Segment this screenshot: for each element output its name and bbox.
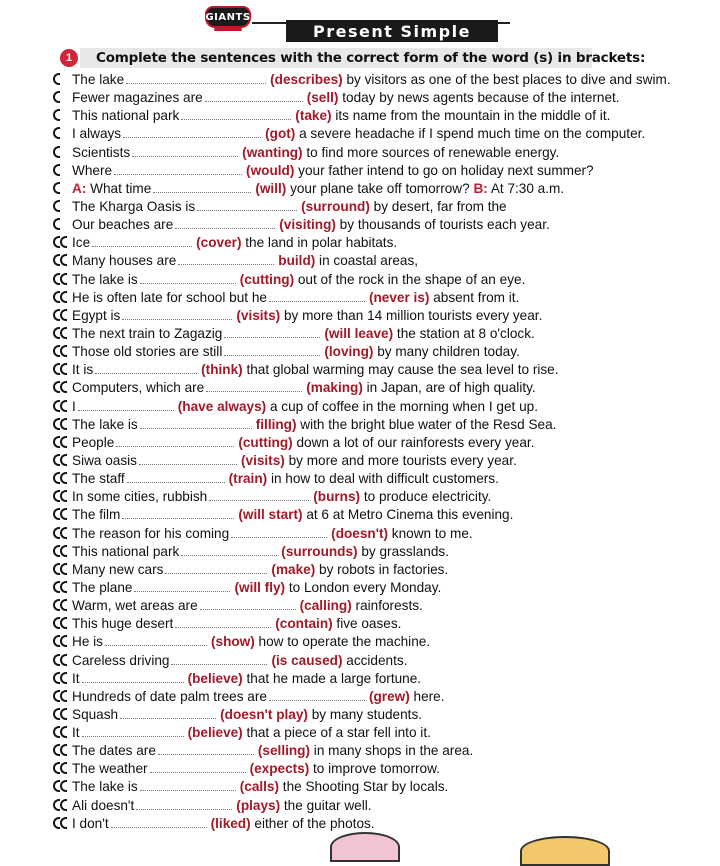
sentence-number-marker-icon — [52, 507, 69, 521]
sentence-number-marker-icon — [52, 526, 69, 540]
sentence-number-marker-icon — [52, 217, 69, 231]
sentence-text-after: the Shooting Star by locals. — [279, 779, 449, 795]
bracket-verb: (grew) — [368, 688, 410, 704]
sentence-text-before: This huge desert — [72, 616, 174, 632]
sentence-row — [52, 198, 712, 216]
bracket-verb: (will) — [255, 180, 287, 196]
bracket-verb: (describes) — [270, 72, 343, 87]
sentence-row — [52, 742, 712, 760]
sentence-row — [52, 398, 712, 416]
sentence-text-before: Where — [72, 162, 113, 178]
sentence-number-marker-icon — [52, 689, 69, 703]
sentence-text-before: It is — [72, 362, 94, 378]
answer-blank[interactable] — [111, 815, 207, 828]
sentence-text-after: in how to deal with difficult customers. — [267, 471, 499, 487]
sentence-text-before: Squash — [72, 706, 119, 722]
bracket-verb: (expects) — [249, 761, 310, 777]
answer-blank[interactable] — [136, 797, 232, 810]
sentence-text-after: by many children today. — [373, 344, 520, 360]
sentence-text-before: The lake is — [72, 271, 138, 287]
sentence-number-marker-icon — [52, 671, 69, 685]
sentence-text-after: that a piece of a star fell into it. — [242, 725, 431, 741]
sentence-text-before: Egypt is — [72, 307, 121, 323]
sentence-text-after: the station at 8 o'clock. — [393, 325, 535, 341]
sentence-text-before: Warm, wet areas are — [72, 598, 198, 614]
sentence-number-marker-icon — [52, 253, 69, 267]
sentence-text-after: known to me. — [388, 525, 473, 541]
answer-blank[interactable] — [205, 89, 303, 102]
sentence-row — [52, 688, 712, 706]
sentence-row — [52, 543, 712, 561]
sentence-text-after: by more and more tourists every year. — [284, 452, 517, 468]
bracket-verb: (think) — [201, 362, 243, 378]
sentence-number-marker-icon — [52, 816, 69, 830]
bracket-verb: (plays) — [236, 797, 281, 813]
bracket-verb: (selling) — [257, 743, 311, 759]
answer-blank[interactable] — [140, 416, 252, 429]
sentence-text-before: I — [72, 398, 76, 414]
sentence-number-marker-icon — [52, 743, 69, 757]
answer-blank[interactable] — [269, 688, 365, 701]
sentence-text-after: five oases. — [332, 616, 402, 632]
sentence-number-marker-icon — [52, 634, 69, 648]
bracket-verb: (cutting) — [238, 434, 293, 450]
bracket-verb: (will leave) — [324, 325, 394, 341]
exercise-instruction: Complete the sentences with the correct form of the word (s) in brackets: — [96, 50, 646, 66]
sentence-number-marker-icon — [52, 779, 69, 793]
bracket-verb: (got) — [265, 126, 296, 142]
sentence-number-marker-icon — [52, 399, 69, 413]
bracket-verb: (train) — [228, 471, 268, 487]
sentence-row — [52, 379, 712, 397]
sentence-number-marker-icon — [52, 653, 69, 667]
answer-blank[interactable] — [123, 125, 261, 138]
sentence-number-marker-icon — [52, 580, 69, 594]
sentence-text-before: I don't — [72, 815, 109, 831]
answer-blank[interactable] — [95, 361, 197, 374]
sentence-number-marker-icon — [52, 272, 69, 286]
sentence-text-before: The plane — [72, 579, 133, 595]
sentence-text-before: Those old stories are still — [72, 344, 223, 360]
bracket-verb: (calls) — [239, 779, 280, 795]
answer-blank[interactable] — [231, 525, 327, 538]
sentence-text-after: accidents. — [342, 652, 408, 668]
sentence-text-after: by robots in factories. — [315, 561, 449, 577]
sentence-number-marker-icon — [52, 290, 69, 304]
bracket-verb: (will start) — [238, 507, 303, 523]
sentence-row — [52, 252, 712, 270]
sentence-text-before: The film — [72, 507, 121, 523]
answer-blank[interactable] — [132, 144, 238, 157]
sentence-text-before: Ice — [72, 235, 91, 251]
answer-blank[interactable] — [116, 434, 234, 447]
sentence-number-marker-icon — [52, 598, 69, 612]
answer-blank[interactable] — [140, 778, 236, 791]
sentence-row — [52, 107, 712, 125]
sentence-number-marker-icon — [52, 707, 69, 721]
bracket-verb: (cover) — [196, 235, 242, 251]
sentence-text-after: at 6 at Metro Cinema this evening. — [302, 507, 514, 523]
bracket-verb: (take) — [295, 108, 332, 124]
sentence-row — [52, 815, 712, 833]
sentence-number-marker-icon — [52, 725, 69, 739]
answer-blank[interactable] — [78, 398, 174, 411]
answer-blank[interactable] — [139, 452, 237, 465]
sentence-number-marker-icon — [52, 181, 69, 195]
answer-blank[interactable] — [122, 307, 232, 320]
sentence-number-marker-icon — [52, 235, 69, 249]
sentence-row — [52, 289, 712, 307]
sentence-row — [52, 162, 712, 180]
sentence-row — [52, 633, 712, 651]
sentence-number-marker-icon — [52, 308, 69, 322]
sentence-row — [52, 361, 712, 379]
sentence-row — [52, 724, 712, 742]
sentence-text-after: the guitar well. — [280, 797, 372, 813]
sentence-text-before: Siwa oasis — [72, 452, 137, 468]
sentence-text-after: here. — [409, 688, 445, 704]
sentence-row — [52, 452, 712, 470]
sentence-list — [52, 71, 712, 833]
sentence-text-before: This national park — [72, 108, 180, 124]
bracket-verb: (believe) — [187, 725, 243, 741]
answer-blank[interactable] — [82, 670, 184, 683]
sentence-text-before: This national park — [72, 543, 180, 559]
sentence-text-before: People — [72, 434, 115, 450]
bracket-verb: (have always) — [177, 398, 267, 414]
bracket-verb: (would) — [246, 162, 295, 178]
sentence-text-after: your plane take off tomorrow? — [286, 180, 474, 196]
answer-blank[interactable] — [134, 579, 230, 592]
sentence-row — [52, 234, 712, 252]
answer-blank[interactable] — [224, 343, 320, 356]
bracket-verb: (sell) — [306, 90, 339, 106]
sentence-number-marker-icon — [52, 544, 69, 558]
sentence-row — [52, 652, 712, 670]
bracket-verb: filling) — [255, 416, 297, 432]
answer-blank[interactable] — [175, 615, 271, 628]
sentence-text-before: The next train to Zagazig — [72, 325, 223, 341]
sentence-number-marker-icon — [52, 199, 69, 213]
bracket-verb: (cutting) — [239, 271, 295, 287]
exercise-number-badge: 1 — [60, 49, 78, 67]
sentence-text-after: your father intend to go on holiday next summer? — [294, 162, 594, 178]
sentence-text-before: It — [72, 725, 80, 741]
sentence-text-after: to London every Monday. — [285, 579, 442, 595]
sentence-text-before: Computers, which are — [72, 380, 205, 396]
answer-blank[interactable] — [92, 234, 192, 247]
sentence-row — [52, 506, 712, 524]
bracket-verb: (make) — [271, 561, 316, 577]
bracket-verb: (doesn't) — [331, 525, 389, 541]
answer-blank[interactable] — [122, 506, 234, 519]
sentence-text-before: The Kharga Oasis is — [72, 198, 196, 214]
sentence-number-marker-icon — [52, 616, 69, 630]
sentence-text-before: Our beaches are — [72, 217, 174, 233]
sentence-number-marker-icon — [52, 126, 69, 140]
sentence-text-after: rainforests. — [351, 598, 423, 614]
sentence-text-end: At 7:30 a.m. — [487, 180, 565, 196]
answer-blank[interactable] — [171, 652, 267, 665]
sentence-text-before: I always — [72, 126, 122, 142]
giants-logo: GIANTS — [205, 6, 251, 28]
sentence-text-before: The lake is — [72, 779, 138, 795]
sentence-number-marker-icon — [52, 145, 69, 159]
sentence-text-before: It — [72, 670, 80, 686]
answer-blank[interactable] — [140, 271, 236, 284]
sentence-text-after: the land in polar habitats. — [241, 235, 398, 251]
sentence-number-marker-icon — [52, 344, 69, 358]
sentence-row — [52, 706, 712, 724]
bracket-verb: (visits) — [236, 307, 281, 323]
bracket-verb: (loving) — [324, 344, 374, 360]
sentence-row — [52, 125, 712, 143]
sentence-row — [52, 561, 712, 579]
sentence-text-before: Many new cars — [72, 561, 164, 577]
worksheet-header — [0, 2, 720, 42]
sentence-text-after: by grasslands. — [357, 543, 450, 559]
answer-blank[interactable] — [127, 470, 225, 483]
sentence-number-marker-icon — [52, 435, 69, 449]
sentence-text-before: Ali doesn't — [72, 797, 135, 813]
answer-blank[interactable] — [175, 216, 275, 229]
sentence-text-after: that he made a large fortune. — [242, 670, 422, 686]
sentence-row — [52, 325, 712, 343]
sentence-row — [52, 71, 712, 89]
sentence-text-after: how to operate the machine. — [254, 634, 431, 650]
sentence-row — [52, 470, 712, 488]
answer-blank[interactable] — [178, 252, 274, 265]
sentence-text-before: Hundreds of date palm trees are — [72, 688, 267, 704]
sentence-text-after: down a lot of our rainforests every year. — [292, 434, 535, 450]
sentence-row — [52, 670, 712, 688]
sentence-number-marker-icon — [52, 798, 69, 812]
bracket-verb: (doesn't play) — [220, 706, 308, 722]
bracket-verb: (burns) — [313, 489, 361, 505]
bracket-verb: (is caused) — [271, 652, 343, 668]
answer-blank[interactable] — [206, 379, 302, 392]
sentence-text-after: to find more sources of renewable energy. — [302, 144, 560, 160]
sentence-text-before: The weather — [72, 761, 148, 777]
answer-blank[interactable] — [200, 597, 296, 610]
sentence-number-marker-icon — [52, 362, 69, 376]
bracket-verb: (wanting) — [242, 144, 303, 160]
sentence-text-before: The lake is — [72, 416, 138, 432]
bracket-verb: (surround) — [301, 198, 370, 214]
answer-blank[interactable] — [165, 561, 267, 574]
sentence-number-marker-icon — [52, 163, 69, 177]
sentence-row — [52, 525, 712, 543]
sentence-text-after: to produce electricity. — [360, 489, 492, 505]
sentence-text-after: with the bright blue water of the Resd Sea. — [296, 416, 557, 432]
answer-blank[interactable] — [269, 289, 365, 302]
sentence-row — [52, 216, 712, 234]
answer-blank[interactable] — [181, 107, 291, 120]
sentence-text-after: by many students. — [307, 706, 423, 722]
answer-blank[interactable] — [224, 325, 320, 338]
logo-stripe-decoration — [214, 28, 242, 31]
sentence-row — [52, 89, 712, 107]
sentence-number-marker-icon — [52, 90, 69, 104]
sentence-row — [52, 778, 712, 796]
answer-blank[interactable] — [209, 488, 309, 501]
sentence-row — [52, 797, 712, 815]
sentence-number-marker-icon — [52, 471, 69, 485]
sentence-text-after: a severe headache if I spend much time on the computer. — [295, 126, 646, 142]
exercise-instruction-row — [56, 48, 656, 70]
sentence-text-after: out of the rock in the shape of an eye. — [294, 271, 526, 287]
sentence-text-after: that global warming may cause the sea level to rise. — [242, 362, 559, 378]
footer-decoration-left — [330, 832, 400, 862]
sentence-row — [52, 343, 712, 361]
sentence-text-after: absent from it. — [429, 289, 520, 305]
sentence-text-after: by thousands of tourists each year. — [335, 217, 550, 233]
page-title: Present Simple — [286, 20, 498, 42]
sentence-text-before: He is — [72, 634, 103, 650]
answer-blank[interactable] — [150, 760, 246, 773]
sentence-text-after: by desert, far from the — [369, 198, 507, 214]
sentence-text-before: Fewer magazines are — [72, 90, 203, 106]
sentence-row — [52, 488, 712, 506]
bracket-verb: (visits) — [240, 452, 285, 468]
answer-blank[interactable] — [153, 180, 251, 193]
answer-blank[interactable] — [105, 633, 207, 646]
sentence-text-after: either of the photos. — [250, 815, 375, 831]
sentence-row — [52, 579, 712, 597]
sentence-number-marker-icon — [52, 562, 69, 576]
sentence-number-marker-icon — [52, 761, 69, 775]
sentence-row — [52, 416, 712, 434]
sentence-text-before: Careless driving — [72, 652, 170, 668]
sentence-row — [52, 144, 712, 162]
sentence-row — [52, 307, 712, 325]
bracket-verb: (visiting) — [279, 217, 336, 233]
sentence-row — [52, 615, 712, 633]
sentence-text-after: in coastal areas, — [315, 253, 419, 269]
answer-blank[interactable] — [181, 543, 277, 556]
sentence-text-before: The reason for his coming — [72, 525, 230, 541]
bracket-verb: (believe) — [187, 670, 243, 686]
sentence-text-before: The staff — [72, 471, 125, 487]
sentence-text-before: What time — [86, 180, 152, 196]
sentence-text-before: The lake — [72, 72, 125, 87]
sentence-number-marker-icon — [52, 489, 69, 503]
answer-blank[interactable] — [158, 742, 254, 755]
sentence-text-before: In some cities, rubbish — [72, 489, 208, 505]
bracket-verb: (never is) — [368, 289, 430, 305]
sentence-number-marker-icon — [52, 108, 69, 122]
bracket-verb: (surrounds) — [281, 543, 358, 559]
sentence-text-after: in Japan, are of high quality. — [362, 380, 536, 396]
sentence-row — [52, 271, 712, 289]
sentence-text-after: its name from the mountain in the middle of it. — [331, 108, 611, 124]
sentence-text-before: Many houses are — [72, 253, 177, 269]
answer-blank[interactable] — [120, 706, 216, 719]
sentence-text-after: to improve tomorrow. — [309, 761, 440, 777]
sentence-row — [52, 180, 712, 198]
sentence-text-after: today by news agents because of the internet. — [338, 90, 620, 106]
sentence-text-after: by more than 14 million tourists every year. — [280, 307, 543, 323]
bracket-verb: (calling) — [299, 598, 352, 614]
sentence-number-marker-icon — [52, 453, 69, 467]
bracket-verb: (contain) — [275, 616, 333, 632]
bracket-verb: (liked) — [210, 815, 251, 831]
sentence-text-before: The dates are — [72, 743, 156, 759]
answer-blank[interactable] — [82, 724, 184, 737]
sentence-text-after: a cup of coffee in the morning when I get up. — [266, 398, 538, 414]
sentence-row — [52, 434, 712, 452]
bracket-verb: (will fly) — [234, 579, 286, 595]
answer-blank[interactable] — [197, 198, 297, 211]
sentence-row — [52, 597, 712, 615]
speaker-label-b: B: — [473, 180, 488, 196]
sentence-text-before: Scientists — [72, 144, 131, 160]
sentence-text-before: He is often late for school but he — [72, 289, 267, 305]
footer-decoration-right — [520, 836, 610, 866]
bracket-verb: (show) — [210, 634, 255, 650]
sentence-number-marker-icon — [52, 380, 69, 394]
answer-blank[interactable] — [114, 162, 242, 175]
answer-blank[interactable] — [126, 71, 266, 84]
sentence-text-after: by visitors as one of the best places to dive and swim. — [342, 72, 671, 87]
sentence-row — [52, 760, 712, 778]
bracket-verb: build) — [278, 253, 316, 269]
sentence-number-marker-icon — [52, 72, 69, 86]
sentence-number-marker-icon — [52, 417, 69, 431]
sentence-number-marker-icon — [52, 326, 69, 340]
bracket-verb: (making) — [306, 380, 363, 396]
speaker-label-a: A: — [72, 180, 87, 196]
sentence-text-after: in many shops in the area. — [310, 743, 474, 759]
